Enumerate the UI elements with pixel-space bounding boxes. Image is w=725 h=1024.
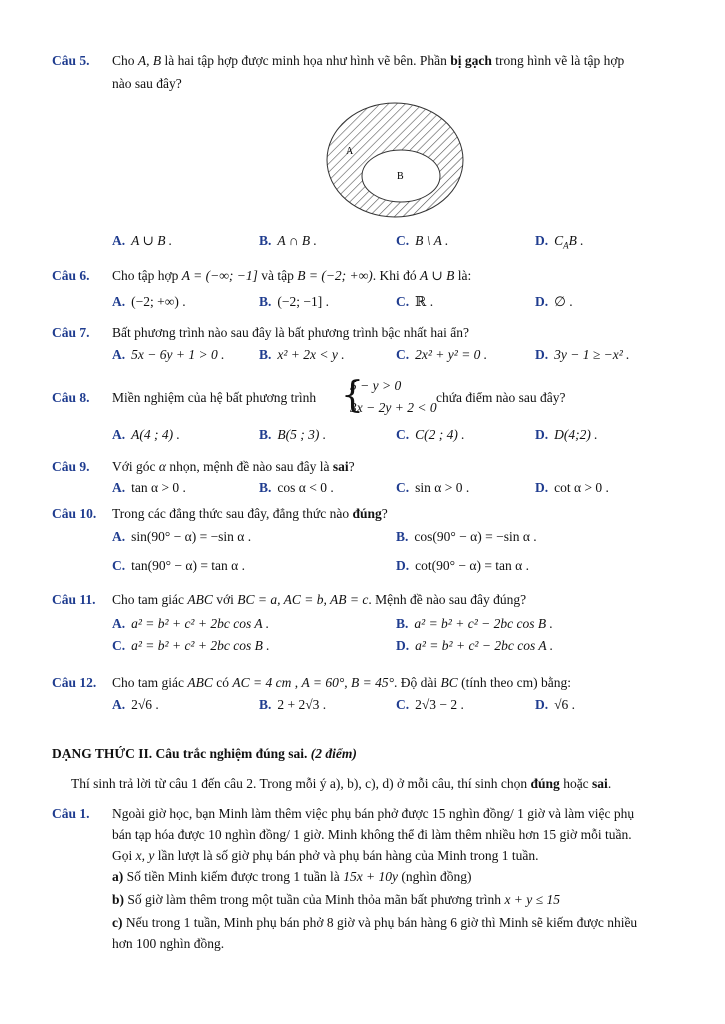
q5-option-a[interactable]: A. A ∪ B .: [112, 233, 173, 248]
q5-stem-line1: Cho A, B là hai tập hợp được minh họa như hình vẽ bên. Phần bị gạch trong hình vẽ là tập hợp: [112, 53, 625, 68]
q7-option-d[interactable]: D. 3y − 1 ≥ −x² .: [535, 347, 630, 362]
q6-option-c[interactable]: C. ℝ .: [396, 294, 434, 309]
system-eq1: 5 − y > 0: [350, 378, 402, 393]
q9-label: Câu 9.: [52, 459, 90, 474]
q11-label: Câu 11.: [52, 592, 96, 607]
q6-stem: Cho tập hợp A = (−∞; −1] và tập B = (−2; +∞). Khi đó A ∪ B là:: [112, 268, 472, 283]
venn-label-b: B: [397, 171, 404, 182]
p1-label: Câu 1.: [52, 806, 90, 821]
q9-option-b[interactable]: B. cos α < 0 .: [259, 480, 334, 495]
q10-option-a[interactable]: A. sin(90° − α) = −sin α .: [112, 529, 252, 544]
q6-option-d[interactable]: D. ∅ .: [535, 294, 573, 309]
p1-statement-c-line2: hơn 100 nghìn đồng.: [112, 936, 225, 951]
p1-statement-b[interactable]: b) Số giờ làm thêm trong một tuần của Minh thỏa mãn bất phương trình x + y ≤ 15: [112, 892, 560, 907]
p1-statement-c[interactable]: c) Nếu trong 1 tuần, Minh phụ bán phở 8 giờ và phụ bán hàng 6 giờ thì Minh sẽ kiếm được nhiều: [112, 915, 638, 930]
q8-option-c[interactable]: C. C(2 ; 4) .: [396, 427, 465, 442]
q10-option-b[interactable]: B. cos(90° − α) = −sin α .: [396, 529, 537, 544]
q9-option-d[interactable]: D. cot α > 0 .: [535, 480, 609, 495]
system-brace: {: [341, 375, 364, 416]
p1-statement-a[interactable]: a) Số tiền Minh kiếm được trong 1 tuần là 15x + 10y (nghìn đồng): [112, 869, 472, 884]
section2-heading: DẠNG THỨC II. Câu trắc nghiệm đúng sai. (2 điểm): [52, 746, 357, 761]
q7-option-b[interactable]: B. x² + 2x < y .: [259, 347, 345, 362]
q10-option-d[interactable]: D. cot(90° − α) = tan α .: [396, 558, 529, 573]
q12-stem: Cho tam giác ABC có AC = 4 cm , A = 60°, B = 45°. Độ dài BC (tính theo cm) bằng:: [112, 675, 571, 690]
q10-stem: Trong các đẳng thức sau đây, đẳng thức nào đúng?: [112, 506, 388, 521]
q12-label: Câu 12.: [52, 675, 97, 690]
q5-stem-line2: nào sau đây?: [112, 76, 182, 91]
q6-label: Câu 6.: [52, 268, 90, 283]
q11-option-b[interactable]: B. a² = b² + c² − 2bc cos B .: [396, 616, 553, 631]
q11-option-a[interactable]: A. a² = b² + c² + 2bc cos A .: [112, 616, 270, 631]
q5-option-d[interactable]: D. $C_AB$ .: [535, 233, 584, 251]
venn-diagram: [324, 100, 466, 220]
q8-stem-pre: Miền nghiệm của hệ bất phương trình: [112, 390, 317, 405]
q8-stem-post: chứa điểm nào sau đây?: [436, 390, 566, 405]
q9-stem: Với góc α nhọn, mệnh đề nào sau đây là sai?: [112, 459, 355, 474]
q6-option-b[interactable]: B. (−2; −1] .: [259, 294, 329, 309]
q8-label: Câu 8.: [52, 390, 90, 405]
p1-line1: Ngoài giờ học, bạn Minh làm thêm việc phụ bán phở được 15 nghìn đồng/ 1 giờ và làm việc phụ: [112, 806, 635, 821]
p1-line3: Gọi x, y lần lượt là số giờ phụ bán phở và phụ bán hàng của Minh trong 1 tuần.: [112, 848, 539, 863]
venn-label-a: A: [346, 146, 354, 157]
section2-instructions: Thí sinh trả lời từ câu 1 đến câu 2. Trong mỗi ý a), b), c), d) ở mỗi câu, thí sinh chọn đúng hoặc sai.: [71, 776, 612, 791]
q10-label: Câu 10.: [52, 506, 97, 521]
q8-option-a[interactable]: A. A(4 ; 4) .: [112, 427, 180, 442]
q9-option-a[interactable]: A. tan α > 0 .: [112, 480, 186, 495]
q7-label: Câu 7.: [52, 325, 90, 340]
p1-line2: bán tạp hóa được 10 nghìn đồng/ 1 giờ. Minh không thể đi làm thêm nhiều hơn 15 giờ mỗi tuần.: [112, 827, 632, 842]
q5-label: Câu 5.: [52, 53, 90, 68]
q8-option-b[interactable]: B. B(5 ; 3) .: [259, 427, 327, 442]
q12-option-d[interactable]: D. √6 .: [535, 697, 576, 712]
q12-option-c[interactable]: C. 2√3 − 2 .: [396, 697, 464, 712]
q7-stem: Bất phương trình nào sau đây là bất phương trình bậc nhất hai ẩn?: [112, 325, 469, 340]
q5-option-c[interactable]: C. B \ A .: [396, 233, 449, 248]
q6-option-a[interactable]: A. (−2; +∞) .: [112, 294, 186, 309]
q5-option-b[interactable]: B. A ∩ B .: [259, 233, 317, 248]
q10-option-c[interactable]: C. tan(90° − α) = tan α .: [112, 558, 245, 573]
system-eq2: 3x − 2y + 2 < 0: [350, 400, 437, 415]
q12-option-b[interactable]: B. 2 + 2√3 .: [259, 697, 327, 712]
q11-option-d[interactable]: D. a² = b² + c² − 2bc cos A .: [396, 638, 554, 653]
q11-stem: Cho tam giác ABC với BC = a, AC = b, AB = c. Mệnh đề nào sau đây đúng?: [112, 592, 527, 607]
q7-option-a[interactable]: A. 5x − 6y + 1 > 0 .: [112, 347, 225, 362]
q11-option-c[interactable]: C. a² = b² + c² + 2bc cos B .: [112, 638, 270, 653]
q7-option-c[interactable]: C. 2x² + y² = 0 .: [396, 347, 488, 362]
q8-option-d[interactable]: D. D(4;2) .: [535, 427, 598, 442]
q12-option-a[interactable]: A. 2√6 .: [112, 697, 159, 712]
q9-option-c[interactable]: C. sin α > 0 .: [396, 480, 470, 495]
